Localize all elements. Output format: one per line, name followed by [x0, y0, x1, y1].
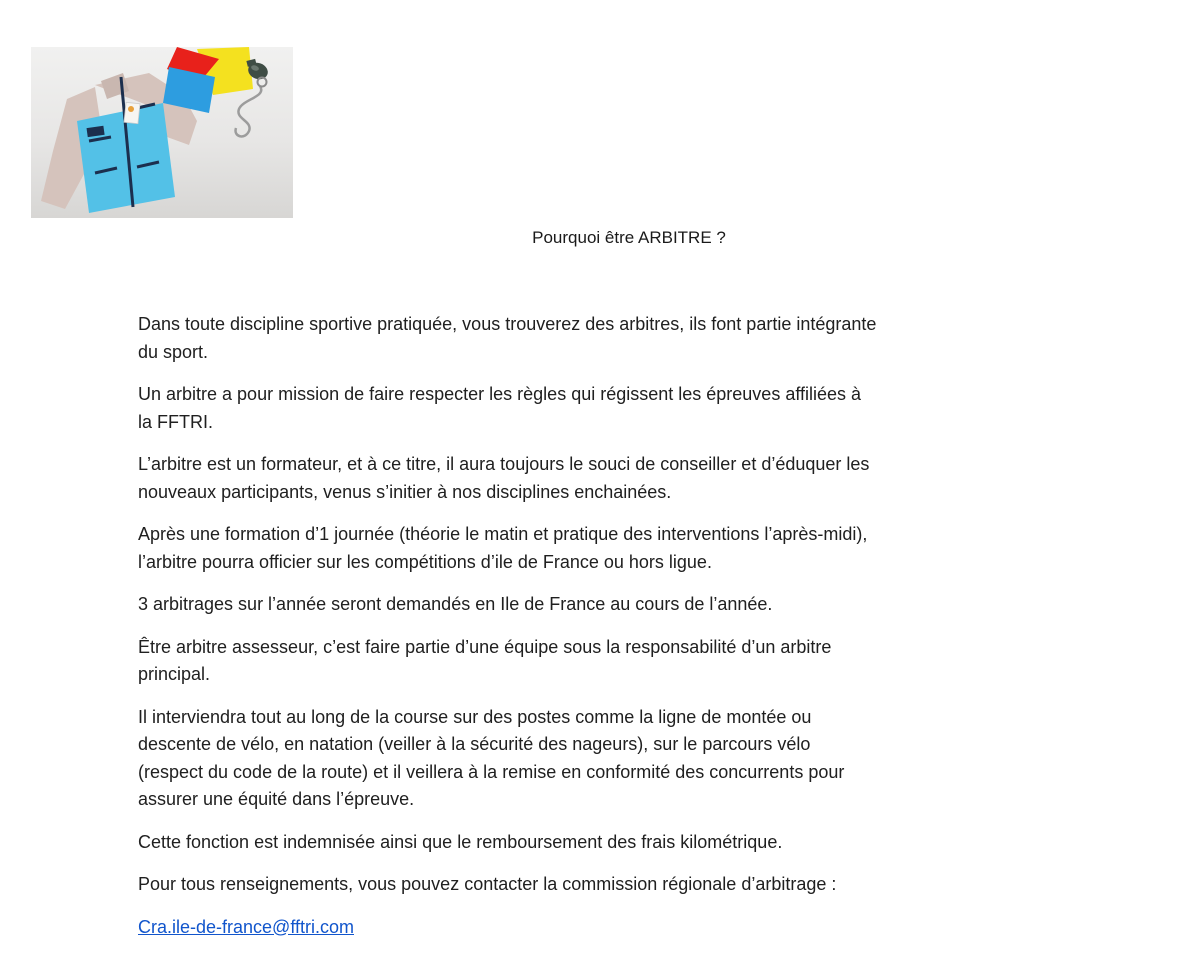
text-line: la FFTRI.: [138, 411, 213, 432]
text-line: Pour tous renseignements, vous pouvez contacter la commission régionale d’arbitrage :: [138, 874, 837, 894]
text-line: Être arbitre assesseur, c’est faire partie d’une équipe sous la responsabilité d’un arbitre: [138, 636, 832, 657]
text-line: assurer une équité dans l’épreuve.: [138, 789, 415, 809]
text-line: du sport.: [138, 341, 209, 362]
text-line: L’arbitre est un formateur, et à ce titre, il aura toujours le souci de conseiller et d’éduquer les: [138, 454, 870, 474]
referee-flags: [163, 47, 253, 113]
text-line: (respect du code de la route) et il veillera à la remise en conformité des concurrents pour: [138, 761, 845, 782]
paragraph: [138, 704, 1098, 814]
paragraph: [138, 521, 1098, 576]
text-line: 3 arbitrages sur l’année seront demandés en Ile de France au cours de l’année.: [138, 594, 773, 614]
text-line: Après une formation d’1 journée (théorie le matin et pratique des interventions l’après-midi),: [138, 524, 868, 544]
paragraph: [138, 381, 1098, 436]
text-line: descente de vélo, en natation (veiller à la sécurité des nageurs), sur le parcours vélo: [138, 734, 811, 754]
text-line: Cette fonction est indemnisée ainsi que le remboursement des frais kilométrique.: [138, 831, 783, 852]
text-line: l’arbitre pourra officier sur les compétitions d’ile de France ou hors ligue.: [138, 551, 712, 572]
badge-tag: [124, 102, 140, 123]
paragraph: [138, 591, 1098, 619]
paragraph: [138, 634, 1098, 689]
email-link[interactable]: Cra.ile-de-france@fftri.com: [138, 916, 354, 937]
referee-equipment-illustration: [31, 47, 293, 218]
text-line: Un arbitre a pour mission de faire respecter les règles qui régissent les épreuves affiliées à: [138, 384, 862, 404]
text-line: Dans toute discipline sportive pratiquée, vous trouverez des arbitres, ils font partie intégrante: [138, 314, 877, 334]
referee-equipment-image: [31, 47, 293, 218]
paragraph: [138, 311, 1098, 366]
page-title: Pourquoi être ARBITRE ?: [532, 228, 726, 247]
paragraph: [138, 871, 1098, 899]
document-body: [138, 311, 1098, 941]
paragraph: [138, 451, 1098, 506]
text-line: nouveaux participants, venus s’initier à nos disciplines enchainées.: [138, 481, 672, 502]
text-line: principal.: [138, 664, 211, 684]
paragraph: [138, 829, 1098, 857]
text-line: Il interviendra tout au long de la course sur des postes comme la ligne de montée ou: [138, 706, 812, 727]
